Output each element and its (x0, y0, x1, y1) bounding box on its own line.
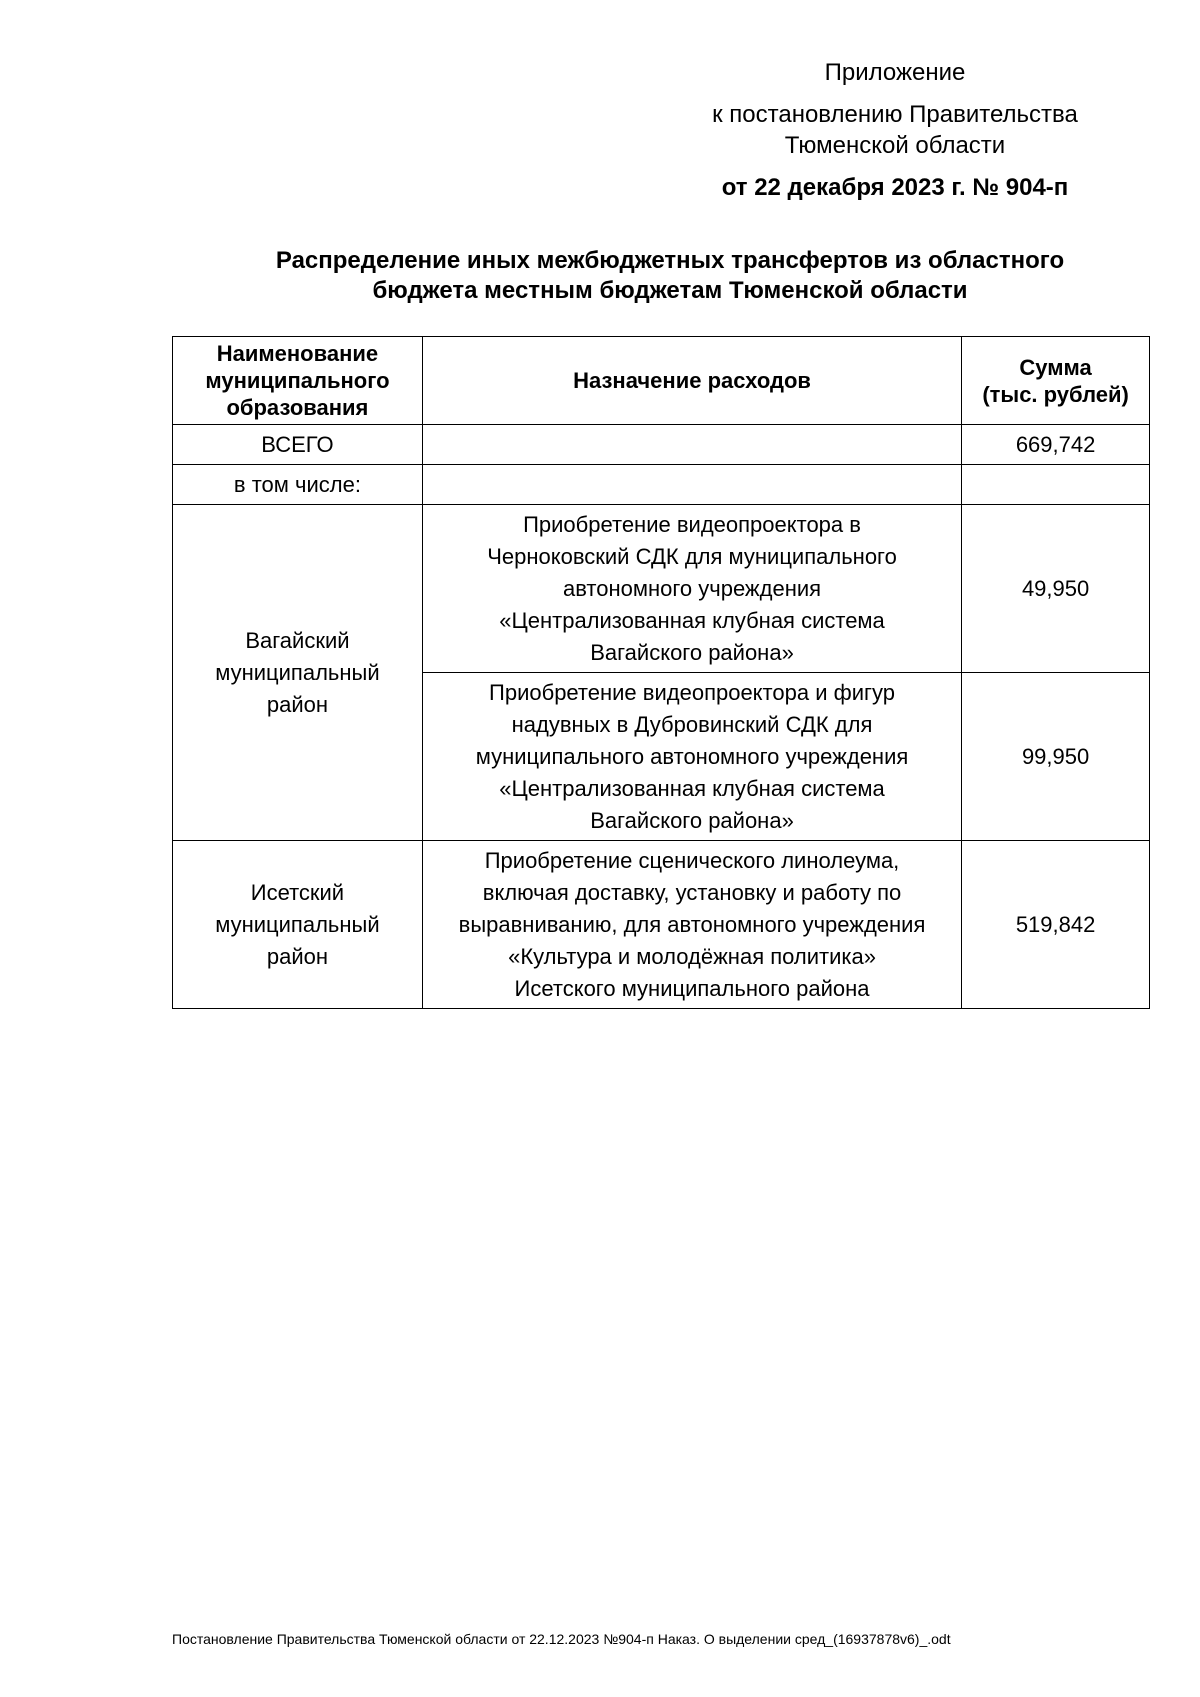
purpose-cell: Приобретение сценического линолеума, включая доставку, установку и работу по выравниванию, для автономного учреждения «Культура и молодёжная политика» Исетского муниципального района (422, 841, 961, 1009)
municipality-cell: Исетский муниципальный район (173, 841, 423, 1009)
header-municipality: Наименование муниципального образования (173, 337, 423, 425)
total-purpose (422, 425, 961, 465)
document-footer: Постановление Правительства Тюменской области от 22.12.2023 №904-п Наказ. О выделении сред_(16937878v6)_.odt (172, 1631, 951, 1647)
table-row (173, 841, 1150, 1009)
total-amount: 669,742 (962, 425, 1150, 465)
amount-cell: 49,950 (962, 505, 1150, 673)
including-purpose (422, 465, 961, 505)
document-title (170, 246, 1170, 306)
appendix-label: Приложение (824, 59, 966, 86)
table-header-row (173, 337, 1150, 425)
total-row (173, 425, 1150, 465)
including-label: в том числе: (173, 465, 423, 505)
amount-cell: 99,950 (962, 673, 1150, 841)
transfers-table (172, 336, 1150, 1009)
appendix-region: Тюменской области (784, 132, 1006, 159)
total-label: ВСЕГО (173, 425, 423, 465)
appendix-date-number: от 22 декабря 2023 г. № 904-п (721, 174, 1069, 201)
document-title-line-1: Распределение иных межбюджетных трансфертов из областного (275, 247, 1065, 274)
purpose-cell: Приобретение видеопроектора и фигур надувных в Дубровинский СДК для муниципального автономного учреждения «Централизованная клубная система Вагайского района» (422, 673, 961, 841)
amount-cell: 519,842 (962, 841, 1150, 1009)
including-amount (962, 465, 1150, 505)
header-amount: Сумма (тыс. рублей) (962, 337, 1150, 425)
header-purpose: Назначение расходов (422, 337, 961, 425)
municipality-cell: Вагайский муниципальный район (173, 505, 423, 841)
table-row (173, 505, 1150, 673)
document-title-line-2: бюджета местным бюджетам Тюменской области (372, 277, 968, 304)
including-row (173, 465, 1150, 505)
purpose-cell: Приобретение видеопроектора в Черноковский СДК для муниципального автономного учреждения «Централизованная клубная система Вагайского района» (422, 505, 961, 673)
appendix-reference: к постановлению Правительства (712, 101, 1078, 128)
